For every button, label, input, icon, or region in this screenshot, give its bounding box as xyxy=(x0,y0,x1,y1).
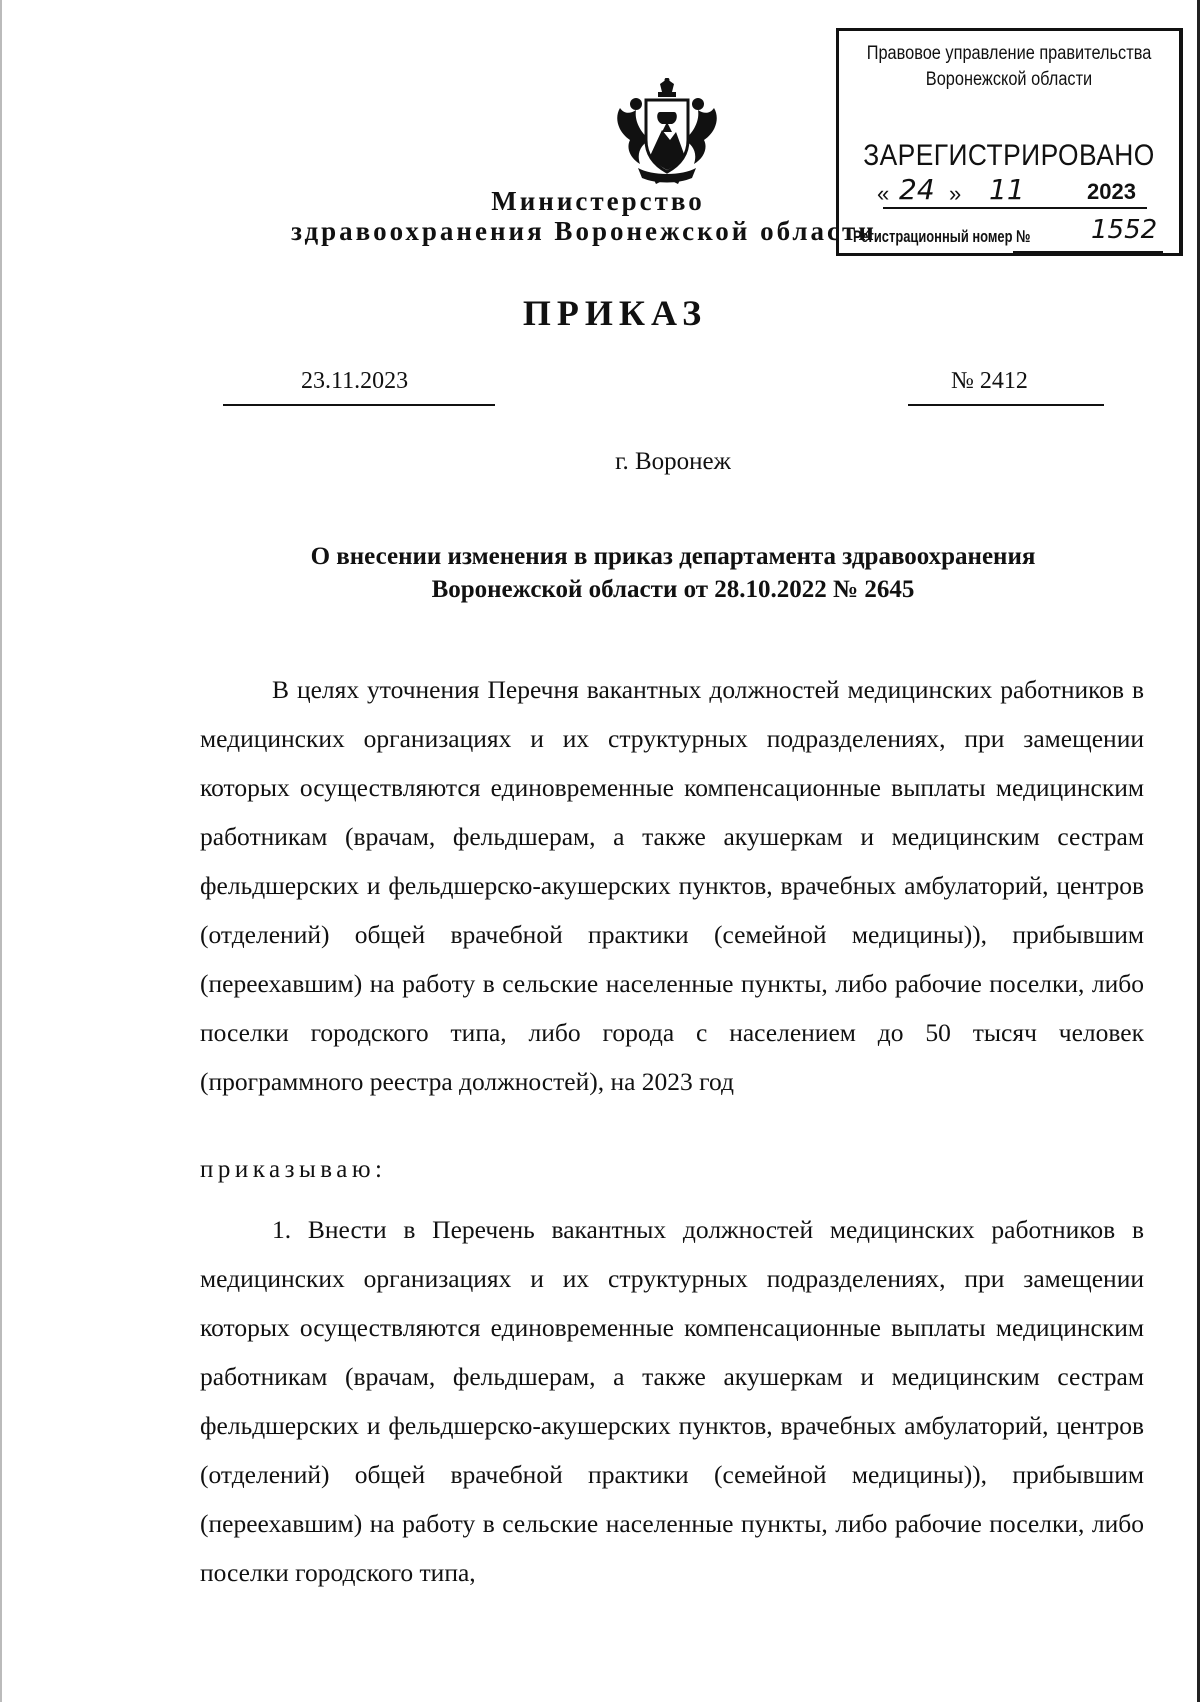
stamp-reg-number-underline xyxy=(1013,251,1163,254)
order-number-field xyxy=(908,368,1104,406)
order-date: 23.11.2023 xyxy=(301,368,409,394)
decree-word: приказываю: xyxy=(200,1156,387,1183)
stamp-date xyxy=(877,173,1147,211)
subject-line2: Воронежской области от 28.10.2022 № 2645 xyxy=(431,576,915,603)
document-type-title: ПРИКАЗ xyxy=(522,293,708,333)
preamble-text: В целях уточнения Перечня вакантных должностей медицинских работников в медицинских организациях и их структурных подразделениях, при замещении которых осуществляются единовременные компенсационные выплаты медицинским работникам (врачам, фельдшерам, а также акушеркам и медицинским сестрам фельдшерских и фельдшерско-акушерских пунктов, врачебных амбулаторий, центров (отделений) общей врачебной практики (семейной медицины)), прибывшим (переехавшим) на работу в сельские населенные пункты, либо рабочие поселки, либо поселки городского типа, либо города с населением до 50 тысяч человек (программного реестра должностей), на 2023 год xyxy=(200,675,1144,1096)
subject-line1: О внесении изменения в приказ департамента здравоохранения xyxy=(310,543,1036,570)
order-subject xyxy=(200,540,1146,606)
stamp-organization xyxy=(863,41,1155,93)
item1-text: 1. Внести в Перечень вакантных должностей медицинских работников в медицинских организациях и их структурных подразделениях, при замещении которых осуществляются единовременные компенсационные выплаты медицинским работникам (врачам, фельдшерам, а также акушеркам и медицинским сестрам фельдшерских и фельдшерско-акушерских пунктов, врачебных амбулаторий, центров (отделений) общей врачебной практики (семейной медицины)), прибывшим (переехавшим) на работу в сельские населенные пункты, либо рабочие поселки, либо поселки городского типа, xyxy=(200,1215,1144,1587)
item1-paragraph xyxy=(200,1205,1144,1597)
stamp-date-day: 24 xyxy=(899,173,935,206)
stamp-reg-number-value: 1552 xyxy=(1091,215,1158,245)
stamp-date-close-quote: » xyxy=(949,181,962,206)
order-date-field xyxy=(223,368,495,406)
stamp-reg-number-label: Регистрационный номер № xyxy=(853,227,1031,246)
stamp-date-underline xyxy=(883,207,1147,209)
stamp-date-month: 11 xyxy=(989,173,1025,206)
stamp-status: ЗАРЕГИСТРИРОВАНО xyxy=(863,139,1155,172)
stamp-date-open-quote: « xyxy=(877,181,890,206)
registration-stamp xyxy=(836,28,1183,256)
voronezh-coat-of-arms-icon xyxy=(612,78,722,186)
stamp-org-line2: Воронежской области xyxy=(925,69,1093,90)
scan-edge-left xyxy=(0,0,2,1702)
stamp-org-line1: Правовое управление правительства xyxy=(866,43,1152,64)
ministry-name-line2: здравоохранения Воронежской области xyxy=(291,216,877,246)
issue-city: г. Воронеж xyxy=(615,448,731,475)
stamp-reg-number xyxy=(853,215,1173,251)
ministry-name-line1: Министерство xyxy=(491,186,705,216)
preamble-paragraph xyxy=(200,665,1144,1106)
stamp-date-year: 2023 xyxy=(1087,179,1136,204)
order-number: № 2412 xyxy=(951,368,1028,394)
